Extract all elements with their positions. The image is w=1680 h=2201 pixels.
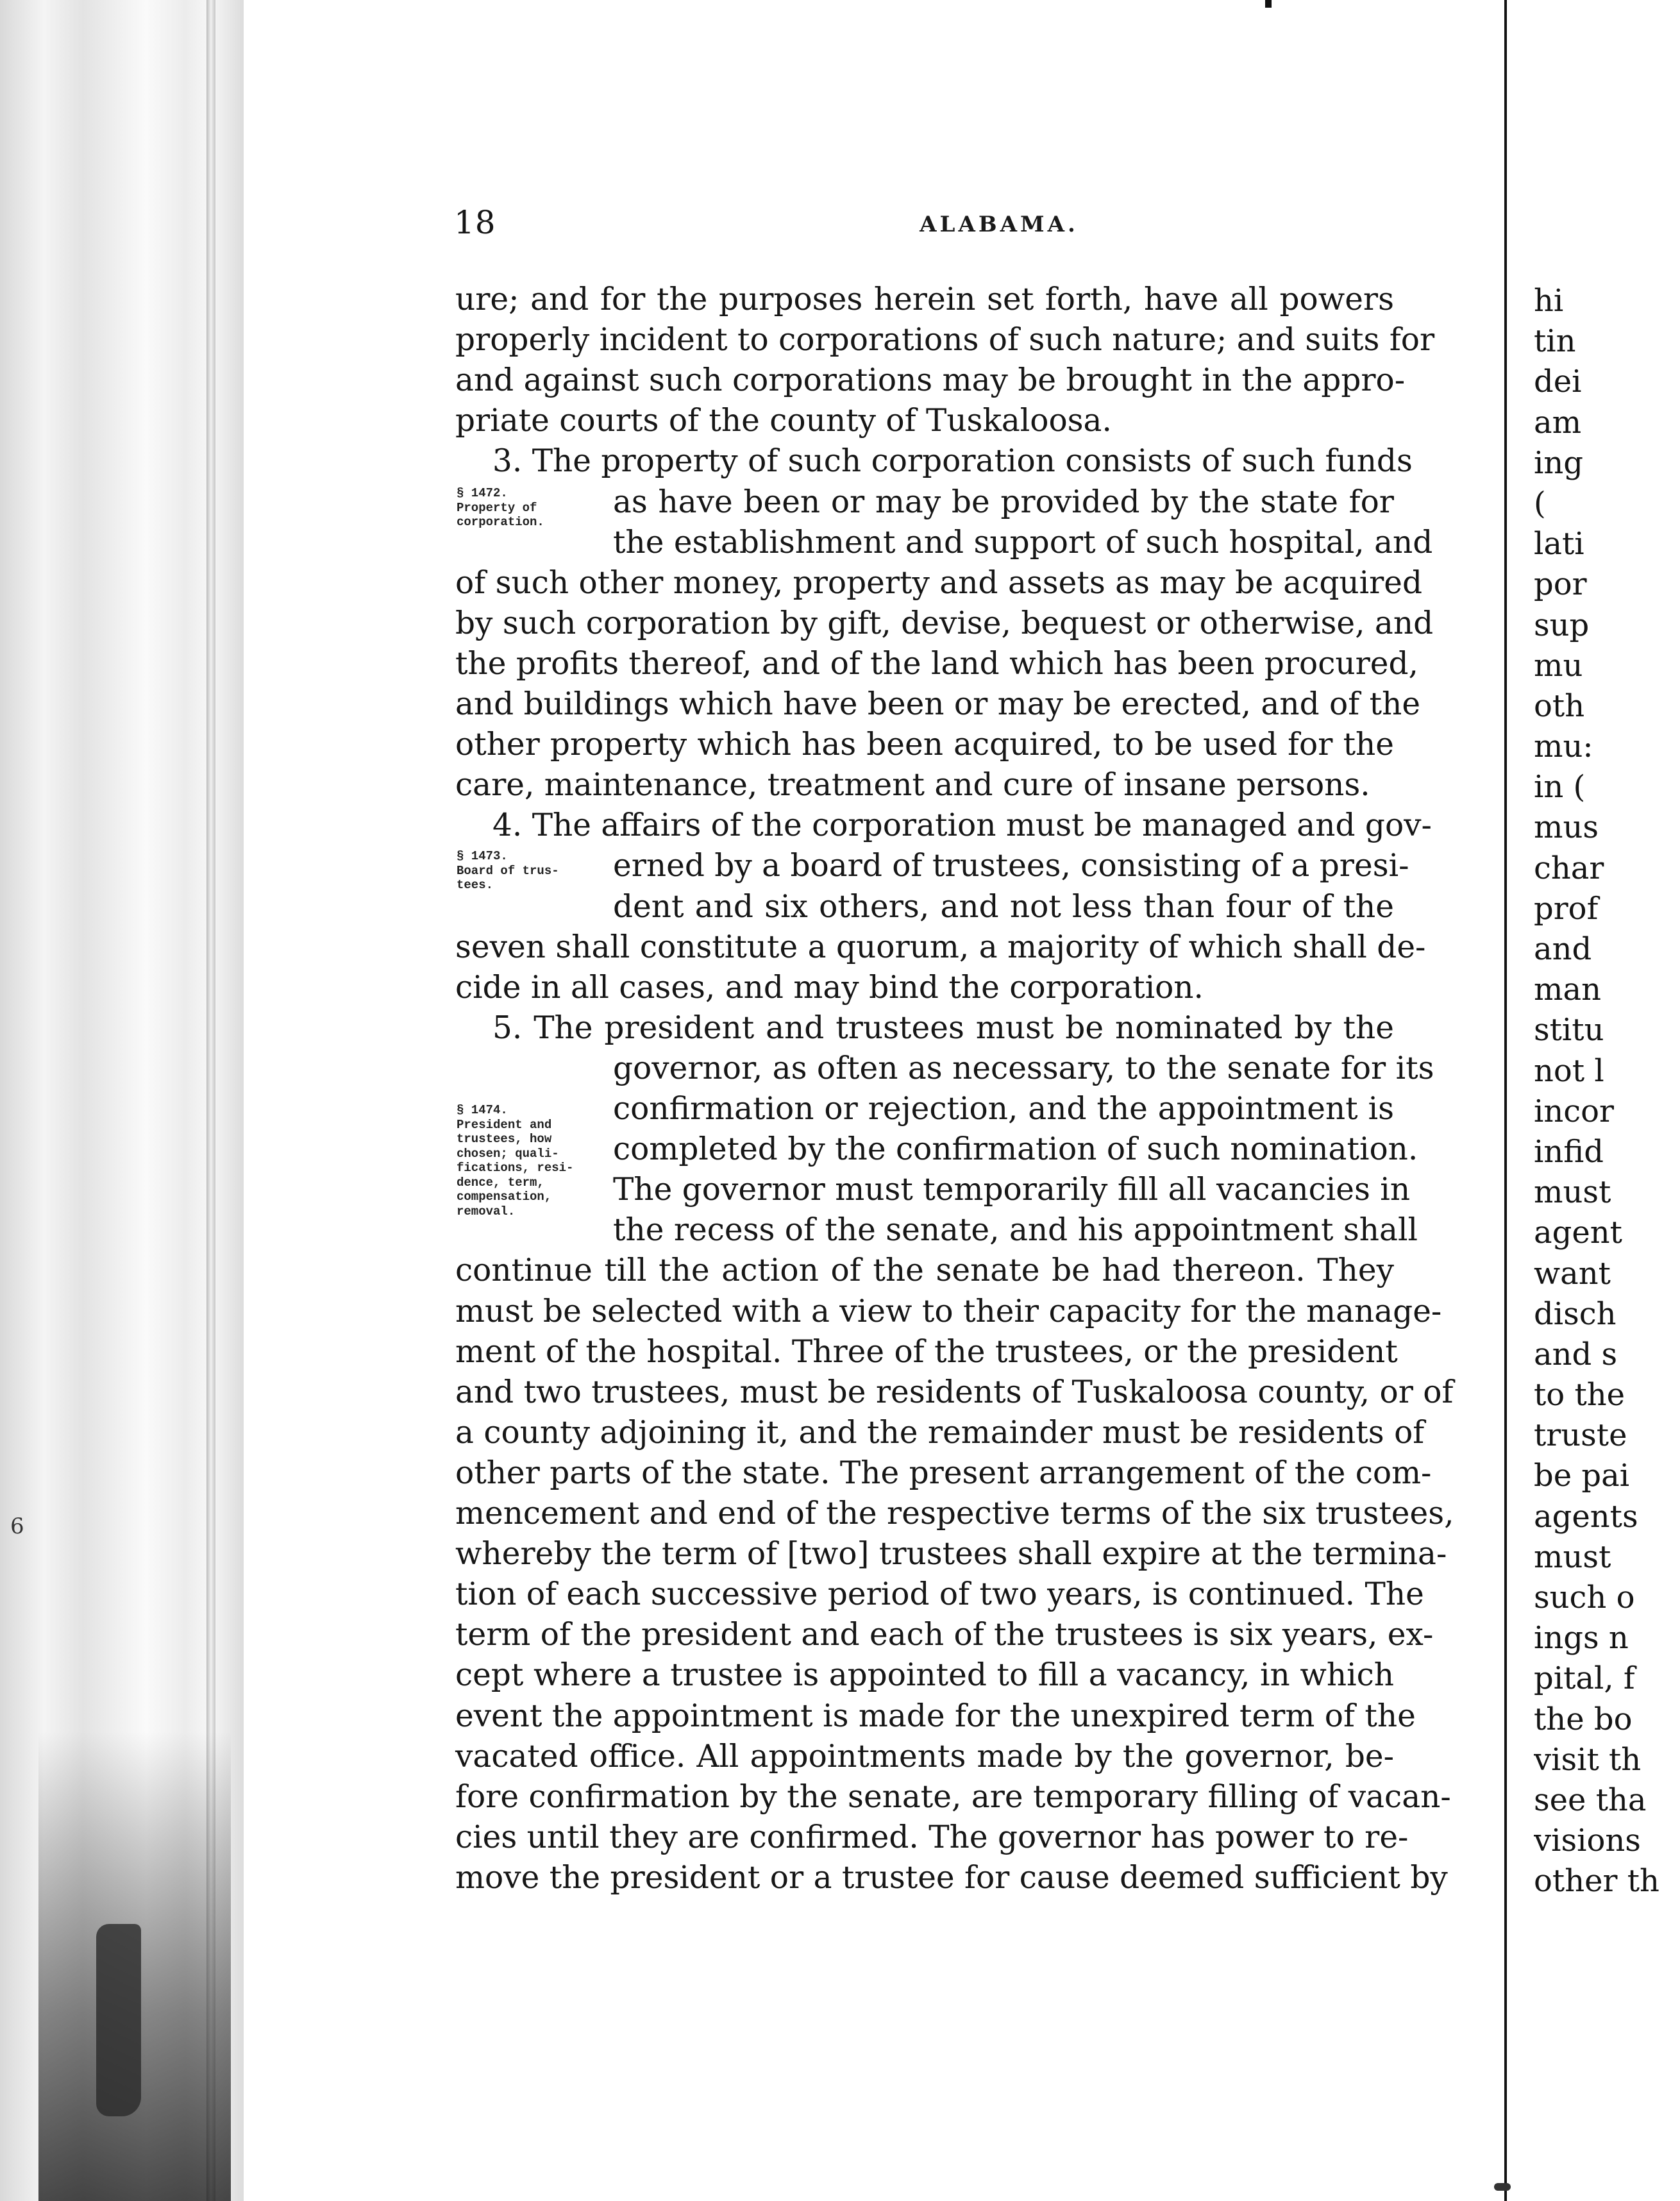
- text-line: care, maintenance, treatment and cure of insane persons.: [455, 767, 1370, 804]
- book-page: [244, 0, 1504, 2201]
- text-line: tion of each successive period of two years, is continued. The: [455, 1576, 1424, 1613]
- text-line: ure; and for the purposes herein set forth, have all powers: [455, 282, 1394, 317]
- facing-fragment: visions: [1534, 1823, 1641, 1859]
- text-line: whereby the term of [two] trustees shall expire at the termina-: [455, 1536, 1447, 1573]
- text-line: continue till the action of the senate be had thereon. They: [455, 1252, 1394, 1289]
- book-binding-edge: [0, 0, 244, 2201]
- facing-fragment: am: [1534, 404, 1582, 441]
- text-line: as have been or may be provided by the state for: [613, 484, 1394, 520]
- text-line: event the appointment is made for the unexpired term of the: [455, 1698, 1416, 1734]
- facing-fragment: must: [1534, 1539, 1611, 1575]
- facing-fragment: ing: [1534, 444, 1583, 481]
- text-line: other parts of the state. The present arrangement of the com-: [455, 1455, 1432, 1491]
- text-line: must be selected with a view to their capacity for the manage-: [455, 1293, 1442, 1329]
- text-line: properly incident to corporations of such nature; and suits for: [455, 322, 1435, 358]
- text-line: the profits thereof, and of the land which has been procured,: [455, 645, 1418, 682]
- text-line: 5. The president and trustees must be nominated by the: [492, 1009, 1394, 1046]
- text-line: dent and six others, and not less than four of the: [613, 888, 1394, 925]
- facing-fragment: such o: [1534, 1580, 1635, 1615]
- text-line: priate courts of the county of Tuskaloosa.: [455, 403, 1112, 439]
- text-line: a county adjoining it, and the remainder must be residents of: [455, 1414, 1425, 1451]
- text-line: and against such corporations may be brought in the appro-: [455, 362, 1406, 399]
- facing-fragment: prof: [1534, 890, 1599, 927]
- facing-fragment: disch: [1534, 1295, 1617, 1332]
- text-line: and buildings which have been or may be erected, and of the: [455, 686, 1421, 722]
- text-line: mencement and end of the respective terms of the six trustees,: [455, 1496, 1454, 1531]
- facing-fragment: and: [1534, 931, 1592, 967]
- facing-fragment: see tha: [1534, 1782, 1647, 1818]
- facing-fragment: por: [1534, 566, 1587, 603]
- text-line: move the president or a trustee for cause deemed sufficient by: [455, 1859, 1448, 1896]
- facing-fragment: the bo: [1534, 1701, 1633, 1737]
- facing-fragment: in (: [1534, 769, 1586, 805]
- facing-fragment: must: [1534, 1174, 1611, 1211]
- text-line: 4. The affairs of the corporation must be managed and gov-: [492, 807, 1432, 844]
- facing-fragment: tin: [1534, 323, 1576, 360]
- binding-shadow: [96, 1924, 141, 2116]
- text-line: 3. The property of such corporation consists of such funds: [492, 443, 1413, 480]
- text-line: other property which has been acquired, to be used for the: [455, 727, 1394, 763]
- facing-fragment: to the: [1534, 1377, 1625, 1413]
- facing-fragment: oth: [1534, 687, 1585, 724]
- text-line: by such corporation by gift, devise, bequest or otherwise, and: [455, 605, 1434, 641]
- facing-fragment: incor: [1534, 1093, 1614, 1129]
- facing-fragment: lati: [1534, 526, 1584, 562]
- facing-fragment: (: [1534, 485, 1546, 521]
- facing-fragment: ings n: [1534, 1620, 1629, 1657]
- text-line: fore confirmation by the senate, are temporary filling of vacan-: [455, 1778, 1451, 1815]
- sidenote-1473: § 1473. Board of trus- tees.: [457, 849, 559, 892]
- facing-fragment: mus: [1534, 809, 1599, 846]
- facing-page-text: [1534, 281, 1680, 1902]
- text-line: The governor must temporarily fill all vacancies in: [613, 1172, 1411, 1208]
- page-number: 18: [454, 204, 496, 241]
- facing-fragment: and s: [1534, 1336, 1618, 1372]
- text-line: seven shall constitute a quorum, a majority of which shall de-: [455, 929, 1426, 965]
- text-line: cide in all cases, and may bind the corporation.: [455, 969, 1204, 1006]
- text-line: term of the president and each of the trustees is six years, ex-: [455, 1617, 1434, 1653]
- facing-fragment: not l: [1534, 1052, 1604, 1089]
- facing-fragment: truste: [1534, 1417, 1627, 1454]
- sidenote-1472: § 1472. Property of corporation.: [457, 486, 544, 529]
- facing-fragment: mu: [1534, 647, 1583, 684]
- text-line: the recess of the senate, and his appointment shall: [613, 1212, 1418, 1249]
- text-line: erned by a board of trustees, consisting of a presi-: [613, 848, 1409, 884]
- facing-fragment: agents: [1534, 1498, 1638, 1535]
- facing-fragment: agent: [1534, 1215, 1622, 1251]
- facing-fragment: char: [1534, 850, 1604, 886]
- running-head: [454, 204, 1647, 249]
- facing-fragment: mu:: [1534, 729, 1593, 765]
- text-line: of such other money, property and assets as may be acquired: [455, 564, 1423, 601]
- text-line: cept where a trustee is appointed to fill a vacancy, in which: [455, 1657, 1394, 1694]
- facing-fragment: other th: [1534, 1863, 1659, 1900]
- text-line: completed by the confirmation of such nomination.: [613, 1131, 1418, 1168]
- text-line: ment of the hospital. Three of the trustees, or the president: [455, 1333, 1398, 1370]
- text-line: cies until they are confirmed. The governor has power to re-: [455, 1819, 1409, 1855]
- facing-fragment: want: [1534, 1255, 1611, 1292]
- sidenote-1474: § 1474. President and trustees, how chosen; quali- fications, resi- dence, term, compensation, removal.: [457, 1103, 574, 1219]
- text-line: governor, as often as necessary, to the senate for its: [613, 1050, 1434, 1086]
- facing-fragment: stitu: [1534, 1012, 1604, 1049]
- facing-fragment: pital, f: [1534, 1660, 1635, 1697]
- facing-fragment: visit th: [1534, 1741, 1642, 1778]
- text-line: the establishment and support of such hospital, and: [613, 524, 1433, 561]
- facing-fragment: infid: [1534, 1133, 1604, 1170]
- running-title: ALABAMA.: [920, 212, 1079, 237]
- margin-mark: 6: [10, 1514, 24, 1539]
- facing-fragment: be pai: [1534, 1458, 1630, 1494]
- text-line: vacated office. All appointments made by the governor, be-: [455, 1738, 1394, 1775]
- facing-fragment: dei: [1534, 364, 1582, 400]
- text-line: and two trustees, must be residents of Tuskaloosa county, or of: [455, 1374, 1454, 1410]
- facing-fragment: man: [1534, 972, 1602, 1008]
- facing-fragment: hi: [1534, 283, 1564, 319]
- facing-fragment: sup: [1534, 607, 1590, 643]
- text-line: confirmation or rejection, and the appointment is: [613, 1091, 1394, 1127]
- scan-speck-bottom: [1494, 2183, 1511, 2191]
